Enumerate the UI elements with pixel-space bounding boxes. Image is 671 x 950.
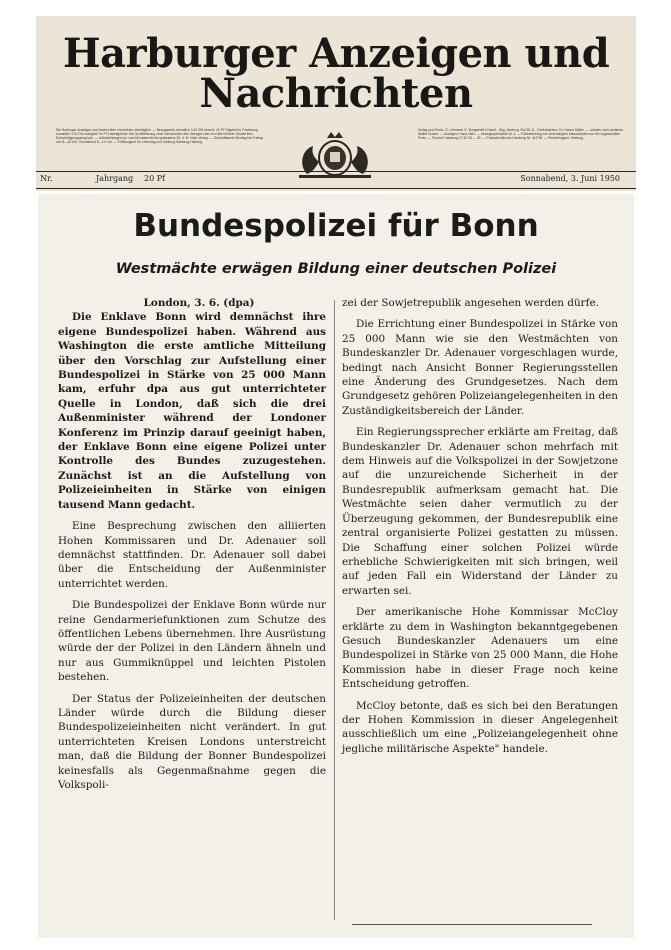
article-paragraph: Ein Regierungssprecher erklärte am Freitag, daß Bundeskanzler Dr. Adenauer schon mehrfach mit dem Hinweis auf die Volkspolizei in der Sowjetzone auf die unzureichende Sicherheit in der Bundesrepublik aufmerksam gemacht hat. Die Westmächte seien daher vermutlich zu der Überzeugung gekommen, der Bundesrepublik eine zentral organisierte Polizei gestatten zu müssen. Die Schaffung einer solchen Polizei würde erhebliche Schwierigkeiten mit sich bringen, weil auf jeden Fall ein Widerstand der Länder zu erwarten sei. <box>342 426 618 597</box>
column-divider <box>334 300 335 920</box>
volume-label: Jahrgang <box>96 174 134 183</box>
issue-number-label: Nr. <box>40 174 53 183</box>
article-headline: Bundespolizei für Bonn <box>133 208 539 244</box>
article-subheadline: Westmächte erwägen Bildung einer deutschen Polizei <box>115 261 557 277</box>
article-paragraph: Die Errichtung einer Bundespolizei in Stärke von 25 000 Mann wie sie den Westmächten von Bundeskanzler Dr. Adenauer vorgeschlagen wurde, bedingt nach Ansicht Bonner Regierungsstellen eine Änderung des Grundgesetzes. Nach dem Grundgesetz gehören Polizeiangelegenheiten in den Zuständigkeitsbereich der Länder. <box>342 318 618 417</box>
article-column-left <box>58 296 326 799</box>
article-paragraph: Der Status der Polizeieinheiten der deutschen Länder würde durch die Bildung dieser Bundespolizeieinheiten nicht verändert. In gut unterrichteten Kreisen Londons unterstreicht man, daß die Bildung der Bonner Bundespolizei keinesfalls als Gegenmaßnahme gegen die Volkspoli- <box>58 692 326 791</box>
article-paragraph: Die Enklave Bonn wird demnächst ihre eigene Bundespolizei haben. Während aus Washington die erste amtliche Mitteilung über den Vorschlag zur Aufstellung einer Bundespolizei in Stärke von 25 000 Mann kam, erfuhr dpa aus gut unterrichteter Quelle in London, daß sich die drei Außenminister während der Londoner Konferenz im Prinzip darauf geeinigt haben, der Enklave Bonn eine eigene Polizei unter Kontrolle des Bundes zuzugestehen. Zunächst ist an die Aufstellung von Polizeieinheiten in Stärke von einigen tausend Mann gedacht. <box>58 311 326 511</box>
issue-date: Sonnabend, 3. Juni 1950 <box>520 174 620 183</box>
article-paragraph: McCloy betonte, daß es sich bei den Beratungen der Hohen Kommission in dieser Angelegenheit ausschließlich um eine „Polizeiangelegenheit ohne jegliche militärische Aspekte" handele. <box>342 699 618 755</box>
article-paragraph: Eine Besprechung zwischen den alliierten Hohen Kommissaren und Dr. Adenauer soll demnächst stattfinden. Dr. Adenauer soll dabei über die Entscheidung der Außenminister unterrichtet werden. <box>58 520 326 590</box>
article-column-right <box>342 296 618 763</box>
article-paragraph: Der amerikanische Hohe Kommissar McCloy erklärte zu dem in Washington bekanntgegebenen Gesuch Bundeskanzler Adenauers um eine Bundespolizei in Stärke von 25 000 Mann, die Hohe Kommission habe in dieser Frage noch keine Entscheidung getroffen. <box>342 606 618 691</box>
article-dateline: London, 3. 6. (dpa) <box>143 297 255 309</box>
masthead-rule-bottom <box>36 188 636 189</box>
issue-info-bar <box>36 172 636 188</box>
imprint-right: Verlag und Druck: G. Lühmann G. Burgwedel's Nachf., Hbg.-Harburg. Ruf 35-11. Chefredakteur: Dr. Hanns Müller. — Lokales und Landkreis: Walter Krome. — Anzeigen: Hans Utes. — Anzeigenpreisliste Nr. 4. — Rücksendung von unverlangten Manuskripten nur bei zugesandtem Porto. — Fernruf: Hamburg 37 52 08 — 09. — Postscheckkonto Hamburg Nr. 412 58. — Postverlagsort: Harburg. <box>418 128 624 141</box>
newspaper-title: Harburger Anzeigen und Nachrichten <box>62 30 610 117</box>
article-paragraph: Die Bundespolizei der Enklave Bonn würde nur reine Gendarmeriefunktionen zum Schutze des öffentlichen Lebens übernehmen. Ihre Ausrüstung würde der der Polizei in den Ländern ähneln und nur aus Gummiknüppel und leichten Pistolen bestehen. <box>58 599 326 684</box>
article-end-rule <box>352 924 592 925</box>
imprint-left: Die Harburger Anzeigen und Nachrichten erscheinen werktäglich. — Bezugspreis monatlich 3,40 DM einschl. 40 Pf Trägerlohn, Postbezug monatlich 3,40 DM zuzüglich 54 Pf Zustellgebühr. Bei Nichtlieferung ohne Verschulden des Verlages oder im Falle höherer Gewalt kein Entschädigungsanspruch. — Abbestellungen nur zum Monatsende bis spätestens 25. d. M. beim Verlag. — Geschäftszeit: Montag bis Freitag von 8—18 Uhr, Sonnabend 8—12 Uhr. — Erfüllungsort für Lieferung und Zahlung Hamburg-Harburg. <box>56 128 263 145</box>
article-paragraph: zei der Sowjetrepublik angesehen werden dürfe. <box>342 297 599 309</box>
price-label: 20 Pf <box>144 174 166 183</box>
